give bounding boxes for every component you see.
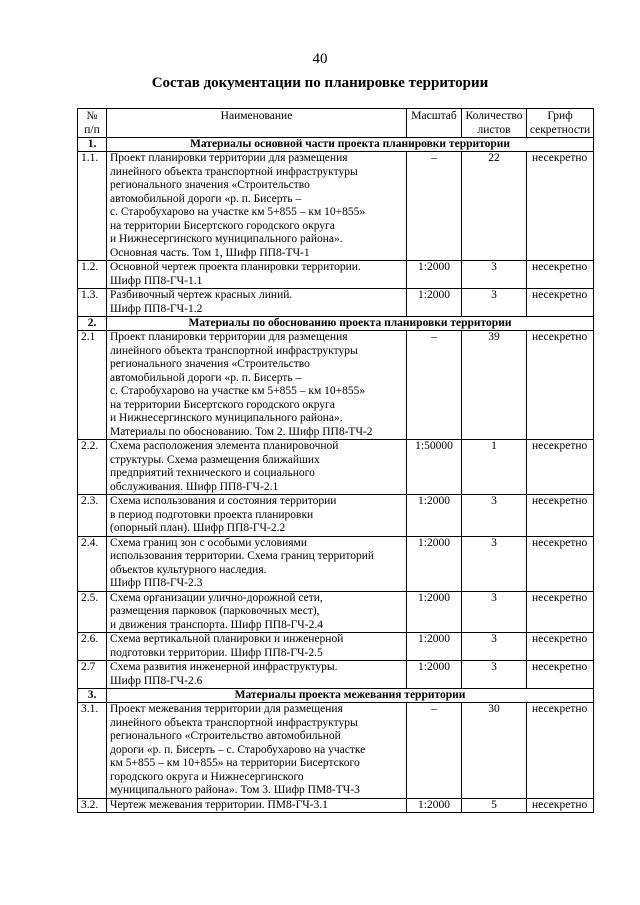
row-name: Схема использования и состояния территории в период подготовки проекта планировки (опорный план). Шифр ПП8-ГЧ-2.2 — [107, 495, 407, 537]
row-number: 2.7 — [78, 661, 107, 689]
row-scale: 1:2000 — [407, 591, 462, 633]
row-sheets: 3 — [462, 591, 527, 633]
row-name: Схема границ зон с особыми условиями использования территории. Схема границ территорий объектов культурного наследия. Шифр ПП8-ГЧ-2.3 — [107, 536, 407, 591]
row-sheets: 3 — [462, 495, 527, 537]
documentation-table — [77, 108, 594, 813]
header-sheets: Количество листов — [462, 109, 527, 138]
row-scale: 1:2000 — [407, 798, 462, 813]
row-number: 2.4. — [78, 536, 107, 591]
row-name: Проект межевания территории для размещения линейного объекта транспортной инфраструктуры регионального «Строительство автомобильной дороги «р. п. Бисерть – с. Старобухарово на участке км 5+855 – км 10+855» на территории Бисертского городского округа и Нижнесергинского муниципального района». Том 3. Шифр ПМ8-ТЧ-3 — [107, 703, 407, 799]
table-row — [78, 798, 594, 813]
document-title: Состав документации по планировке территории — [151, 75, 489, 91]
row-number: 3.2. — [78, 798, 107, 813]
row-number: 2.5. — [78, 591, 107, 633]
row-scale: 1:50000 — [407, 440, 462, 495]
section-title: Материалы по обоснованию проекта планировки территории — [107, 317, 594, 331]
row-scale: – — [407, 331, 462, 440]
row-secrecy: несекретно — [527, 703, 594, 799]
row-name: Схема развития инженерной инфраструктуры. Шифр ПП8-ГЧ-2.6 — [107, 661, 407, 689]
row-name: Основной чертеж проекта планировки территории. Шифр ПП8-ГЧ-1.1 — [107, 261, 407, 289]
row-scale: 1:2000 — [407, 289, 462, 317]
row-secrecy: несекретно — [527, 661, 594, 689]
row-sheets: 22 — [462, 152, 527, 261]
row-secrecy: несекретно — [527, 152, 594, 261]
row-sheets: 5 — [462, 798, 527, 813]
table-row — [78, 495, 594, 537]
row-name: Проект планировки территории для размещения линейного объекта транспортной инфраструктуры регионального значения «Строительство автомобильной дороги «р. п. Бисерть – с. Старобухарово на участке км 5+855 – км 10+855» на территории Бисертского городского округа и Нижнесергинского муниципального района». Материалы по обоснованию. Том 2. Шифр ПП8-ТЧ-2 — [107, 331, 407, 440]
row-number: 2.6. — [78, 633, 107, 661]
row-number: 1.2. — [78, 261, 107, 289]
row-secrecy: несекретно — [527, 591, 594, 633]
row-name: Разбивочный чертеж красных линий. Шифр ПП8-ГЧ-1.2 — [107, 289, 407, 317]
table-row — [78, 591, 594, 633]
page-number: 40 — [312, 51, 328, 67]
row-scale: – — [407, 703, 462, 799]
row-number: 1.3. — [78, 289, 107, 317]
row-name: Схема расположения элемента планировочной структуры. Схема размещения ближайших предприятий технического и социального обслуживания. Шифр ПП8-ГЧ-2.1 — [107, 440, 407, 495]
row-sheets: 3 — [462, 661, 527, 689]
table-row — [78, 440, 594, 495]
row-secrecy: несекретно — [527, 289, 594, 317]
section-title: Материалы проекта межевания территории — [107, 689, 594, 703]
row-name: Чертеж межевания территории. ПМ8-ГЧ-3.1 — [107, 798, 407, 813]
table-row — [78, 261, 594, 289]
row-sheets: 30 — [462, 703, 527, 799]
row-sheets: 39 — [462, 331, 527, 440]
row-secrecy: несекретно — [527, 331, 594, 440]
table-row — [78, 331, 594, 440]
header-secrecy: Гриф секретности — [527, 109, 594, 138]
row-scale: 1:2000 — [407, 536, 462, 591]
row-sheets: 3 — [462, 261, 527, 289]
row-secrecy: несекретно — [527, 633, 594, 661]
row-scale: 1:2000 — [407, 261, 462, 289]
row-secrecy: несекретно — [527, 798, 594, 813]
header-num: № п/п — [78, 109, 107, 138]
row-scale: 1:2000 — [407, 633, 462, 661]
row-secrecy: несекретно — [527, 440, 594, 495]
row-scale: 1:2000 — [407, 495, 462, 537]
row-name: Проект планировки территории для размещения линейного объекта транспортной инфраструктуры регионального значения «Строительство автомобильной дороги «р. п. Бисерть – с. Старобухарово на участке км 5+855 – км 10+855» на территории Бисертского городского округа и Нижнесергинского муниципального района». Основная часть. Том 1, Шифр ПП8-ТЧ-1 — [107, 152, 407, 261]
row-secrecy: несекретно — [527, 261, 594, 289]
row-name: Схема вертикальной планировки и инженерной подготовки территории. Шифр ПП8-ГЧ-2.5 — [107, 633, 407, 661]
table-row — [78, 536, 594, 591]
row-name: Схема организации улично-дорожной сети, размещения парковок (парковочных мест), и движения транспорта. Шифр ПП8-ГЧ-2.4 — [107, 591, 407, 633]
table-body — [78, 138, 594, 813]
section-row — [78, 138, 594, 152]
row-number: 2.3. — [78, 495, 107, 537]
section-number: 1. — [78, 138, 107, 152]
section-row — [78, 689, 594, 703]
section-title: Материалы основной части проекта планировки территории — [107, 138, 594, 152]
section-row — [78, 317, 594, 331]
row-sheets: 1 — [462, 440, 527, 495]
row-sheets: 3 — [462, 536, 527, 591]
row-number: 3.1. — [78, 703, 107, 799]
table-row — [78, 633, 594, 661]
row-secrecy: несекретно — [527, 495, 594, 537]
row-sheets: 3 — [462, 289, 527, 317]
row-scale: 1:2000 — [407, 661, 462, 689]
header-name: Наименование — [107, 109, 407, 138]
section-number: 3. — [78, 689, 107, 703]
table-row — [78, 703, 594, 799]
section-number: 2. — [78, 317, 107, 331]
table-row — [78, 289, 594, 317]
row-scale: – — [407, 152, 462, 261]
row-number: 1.1. — [78, 152, 107, 261]
row-number: 2.1 — [78, 331, 107, 440]
row-sheets: 3 — [462, 633, 527, 661]
row-secrecy: несекретно — [527, 536, 594, 591]
table-row — [78, 152, 594, 261]
row-number: 2.2. — [78, 440, 107, 495]
header-scale: Масштаб — [407, 109, 462, 138]
table-row — [78, 661, 594, 689]
